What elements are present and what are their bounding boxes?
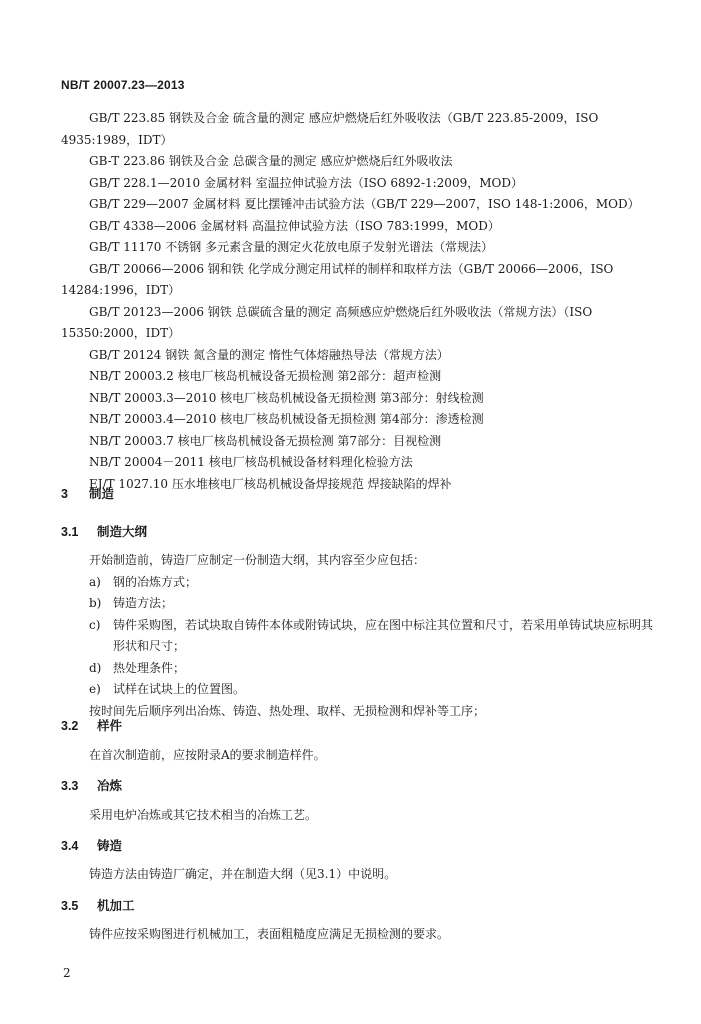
section-heading-3-2 <box>61 716 122 734</box>
section-3-2-body: 在首次制造前，应按附录A的要求制造样件。 <box>89 748 326 762</box>
section-number: 3.5 <box>61 899 79 913</box>
list-text: 钢的冶炼方式； <box>113 574 198 589</box>
list-text: 铸造方法； <box>113 596 174 610</box>
reference-item: GB/T 223.85 钢铁及合金 硫含量的测定 感应炉燃烧后红外吸收法（GB/T 223.85-2009，ISO 4935:1989，IDT） <box>61 111 599 147</box>
document-header-id: NB/T 20007.23—2013 <box>61 78 185 92</box>
list-label: c) <box>89 617 101 632</box>
paragraph-intro: 开始制造前，铸造厂应制定一份制造大纲，其内容至少应包括： <box>89 553 426 567</box>
section-number: 3.4 <box>61 839 79 853</box>
list-text: 试样在试块上的位置图。 <box>113 682 246 696</box>
reference-item: GB/T 229—2007 金属材料 夏比摆锤冲击试验方法（GB/T 229—2007，ISO 148-1:2006，MOD） <box>89 197 640 211</box>
reference-item: GB/T 228.1—2010 金属材料 室温拉伸试验方法（ISO 6892-1:2009，MOD） <box>89 175 523 190</box>
list-item <box>89 679 659 701</box>
section-heading-3-1 <box>61 522 147 540</box>
paragraph-outro: 按时间先后顺序列出冶炼、铸造、热处理、取样、无损检测和焊补等工序； <box>89 703 486 718</box>
section-heading-3 <box>61 484 114 502</box>
section-3-3-body: 采用电炉冶炼或其它技术相当的冶炼工艺。 <box>89 808 318 822</box>
section-title: 机加工 <box>97 899 135 913</box>
reference-item: GB-T 223.86 钢铁及合金 总碳含量的测定 感应炉燃烧后红外吸收法 <box>89 154 453 168</box>
reference-item: GB/T 20123—2006 钢铁 总碳硫含量的测定 高频感应炉燃烧后红外吸收法（常规方法）（ISO 15350:2000，IDT） <box>61 304 593 340</box>
section-3-1-body <box>89 550 659 722</box>
page-number: 2 <box>63 966 71 980</box>
reference-item: GB/T 11170 不锈钢 多元素含量的测定火花放电原子发射光谱法（常规法） <box>89 240 494 254</box>
section-number: 3.2 <box>61 719 79 733</box>
list-text: 铸件采购图，若试块取自铸件本体或附铸试块，应在图中标注其位置和尺寸，若采用单铸试块应标明其形状和尺寸； <box>113 617 654 653</box>
reference-item: NB/T 20003.7 核电厂核岛机械设备无损检测 第7部分：目视检测 <box>89 433 442 448</box>
reference-item: NB/T 20003.3—2010 核电厂核岛机械设备无损检测 第3部分：射线检测 <box>89 390 484 405</box>
section-title: 铸造 <box>97 839 123 853</box>
list-item <box>89 572 659 594</box>
reference-item: NB/T 20004－2011 核电厂核岛机械设备材料理化检验方法 <box>89 455 413 469</box>
section-3-4-body: 铸造方法由铸造厂确定，并在制造大纲（见3.1）中说明。 <box>89 867 397 881</box>
section-heading-3-5 <box>61 896 135 914</box>
list-label: e) <box>89 682 101 696</box>
reference-item: NB/T 20003.2 核电厂核岛机械设备无损检测 第2部分：超声检测 <box>89 369 442 383</box>
section-title: 制造 <box>89 487 115 501</box>
section-heading-3-4 <box>61 836 122 854</box>
reference-item: GB/T 20124 钢铁 氮含量的测定 惰性气体熔融热导法（常规方法） <box>89 347 449 362</box>
section-3-5-body: 铸件应按采购图进行机械加工，表面粗糙度应满足无损检测的要求。 <box>89 927 450 941</box>
reference-item: NB/T 20003.4—2010 核电厂核岛机械设备无损检测 第4部分：渗透检测 <box>89 412 484 426</box>
section-title: 样件 <box>97 719 123 733</box>
section-number: 3.1 <box>61 525 79 539</box>
list-item <box>89 615 659 658</box>
reference-item: EJ/T 1027.10 压水堆核电厂核岛机械设备焊接规范 焊接缺陷的焊补 <box>89 476 452 491</box>
list-item <box>89 658 659 680</box>
section-heading-3-3 <box>61 776 122 794</box>
list-item <box>89 593 659 615</box>
list-label: d) <box>89 660 102 675</box>
section-number: 3.3 <box>61 779 79 793</box>
reference-item: GB/T 20066—2006 钢和铁 化学成分测定用试样的制样和取样方法（GB/T 20066—2006，ISO 14284:1996，IDT） <box>61 261 614 297</box>
list-label: b) <box>89 596 102 610</box>
section-title: 冶炼 <box>97 779 123 793</box>
section-number: 3 <box>61 487 68 501</box>
normative-references-list <box>61 108 661 495</box>
list-label: a) <box>89 574 101 589</box>
section-title: 制造大纲 <box>97 525 148 539</box>
list-text: 热处理条件； <box>113 660 186 675</box>
reference-item: GB/T 4338—2006 金属材料 高温拉伸试验方法（ISO 783:1999，MOD） <box>89 218 500 233</box>
